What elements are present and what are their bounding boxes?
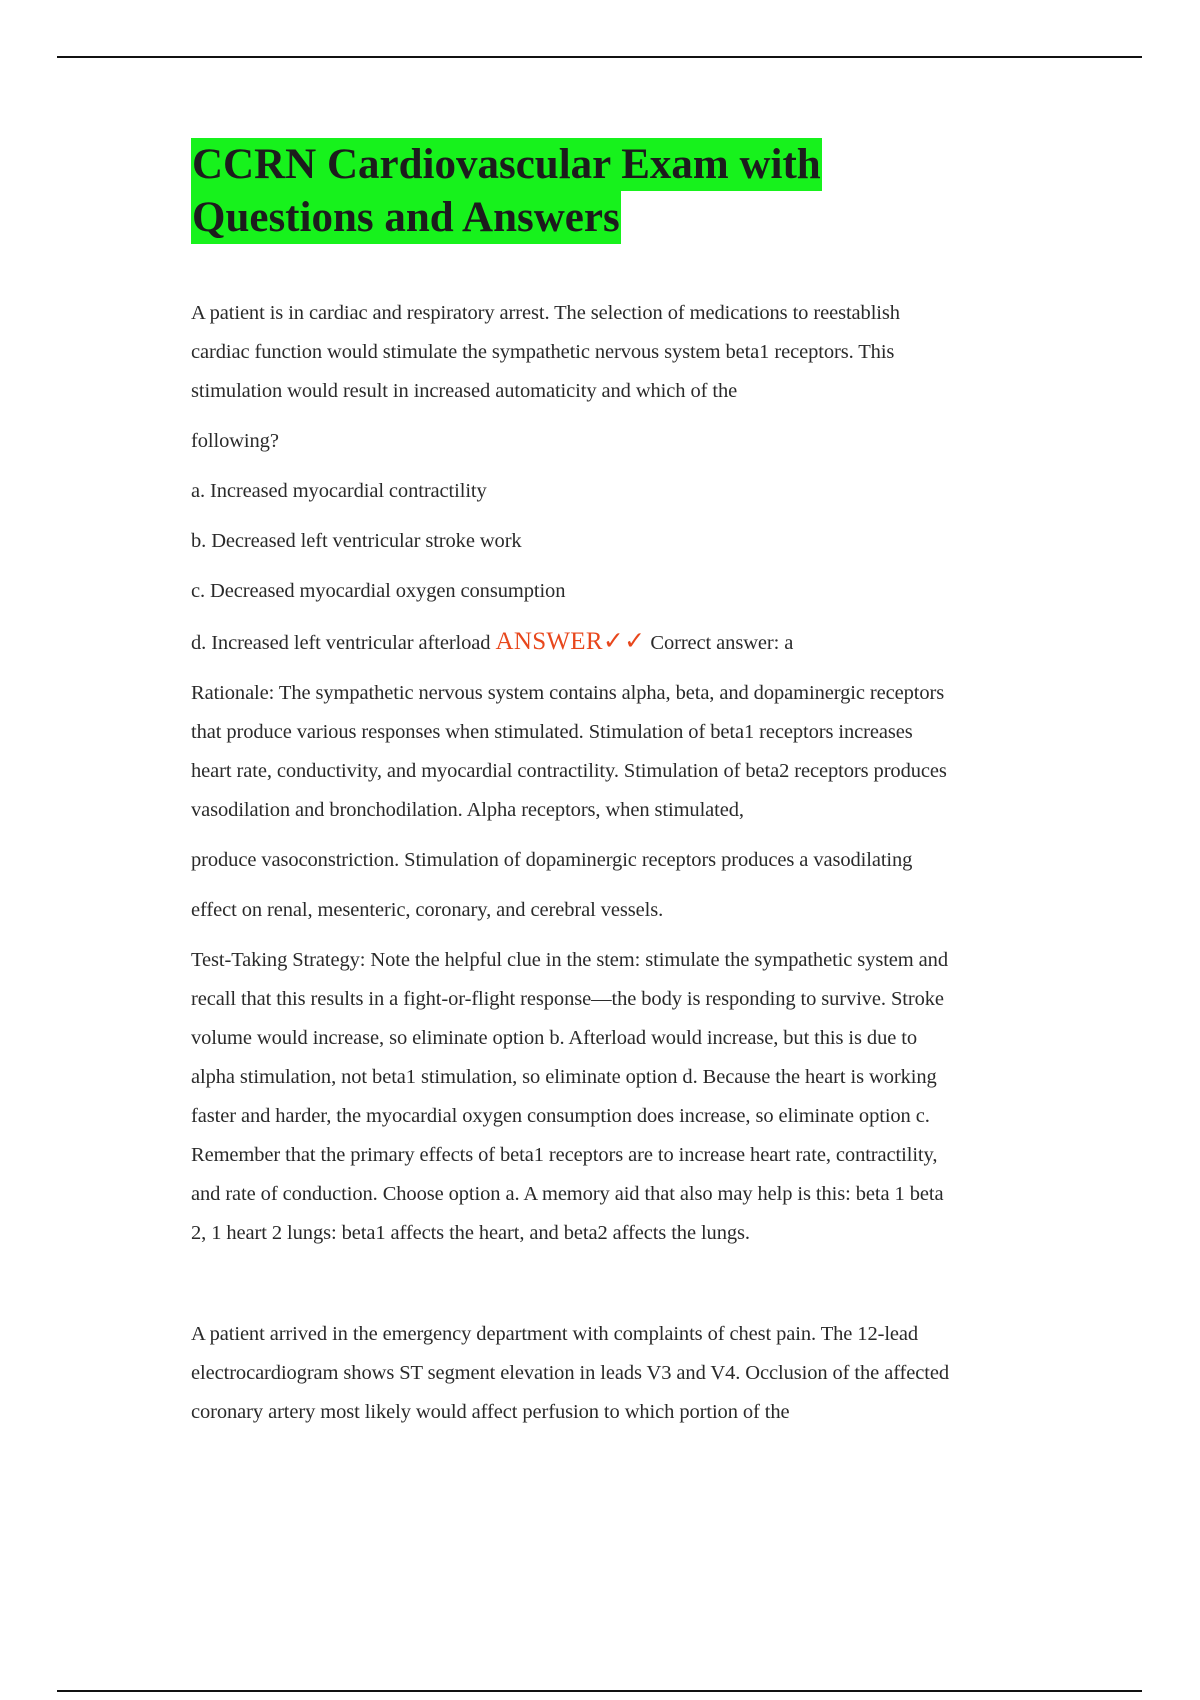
question-1-stem [191,294,1051,461]
rationale [191,674,1051,930]
top-rule [57,56,1142,58]
strategy-line: Remember that the primary effects of beta1 receptors are to increase heart rate, contractility, [191,1144,938,1166]
test-taking-strategy [191,941,1051,1253]
stem-line: electrocardiogram shows ST segment elevation in leads V3 and V4. Occlusion of the affected [191,1362,950,1384]
correct-answer: Correct answer: a [650,632,794,654]
option-d: d. Increased left ventricular afterload [191,632,491,654]
option-a: a. Increased myocardial contractility [191,480,487,502]
strategy-line: 2, 1 heart 2 lungs: beta1 affects the heart, and beta2 affects the lungs. [191,1222,750,1244]
answer-options [191,472,1051,663]
title-line-1: CCRN Cardiovascular Exam with [191,138,822,191]
option-b: b. Decreased left ventricular stroke work [191,530,522,552]
stem-line: cardiac function would stimulate the sympathetic nervous system beta1 receptors. This [191,341,895,363]
question-2 [191,1315,1051,1432]
document-body [191,138,1051,1432]
rationale-line: heart rate, conductivity, and myocardial contractility. Stimulation of beta2 receptors produces [191,760,947,782]
question-1 [191,294,1051,1253]
document-title [191,138,1051,244]
answer-mark: ANSWER✓✓ [495,628,646,655]
bottom-rule [57,1690,1142,1692]
stem-line: following? [191,430,279,452]
rationale-line: Rationale: The sympathetic nervous system contains alpha, beta, and dopaminergic receptors [191,682,945,704]
strategy-line: volume would increase, so eliminate option b. Afterload would increase, but this is due to [191,1027,917,1049]
rationale-line: effect on renal, mesenteric, coronary, and cerebral vessels. [191,899,664,921]
strategy-line: alpha stimulation, not beta1 stimulation, so eliminate option d. Because the heart is working [191,1066,937,1088]
stem-line: A patient is in cardiac and respiratory arrest. The selection of medications to reestablish [191,302,900,324]
title-line-2: Questions and Answers [191,191,621,244]
option-c: c. Decreased myocardial oxygen consumption [191,580,566,602]
stem-line: stimulation would result in increased automaticity and which of the [191,380,738,402]
strategy-line: Test-Taking Strategy: Note the helpful clue in the stem: stimulate the sympathetic system and [191,949,948,971]
strategy-line: and rate of conduction. Choose option a. A memory aid that also may help is this: beta 1 beta [191,1183,944,1205]
strategy-line: recall that this results in a fight-or-flight response—the body is responding to survive. Stroke [191,988,944,1010]
strategy-line: faster and harder, the myocardial oxygen consumption does increase, so eliminate option c. [191,1105,930,1127]
option-d-line [191,622,1051,663]
stem-line: coronary artery most likely would affect perfusion to which portion of the [191,1401,790,1423]
rationale-line: that produce various responses when stimulated. Stimulation of beta1 receptors increases [191,721,913,743]
rationale-line: vasodilation and bronchodilation. Alpha receptors, when stimulated, [191,799,744,821]
stem-line: A patient arrived in the emergency department with complaints of chest pain. The 12-lead [191,1323,919,1345]
rationale-line: produce vasoconstriction. Stimulation of dopaminergic receptors produces a vasodilating [191,849,913,871]
